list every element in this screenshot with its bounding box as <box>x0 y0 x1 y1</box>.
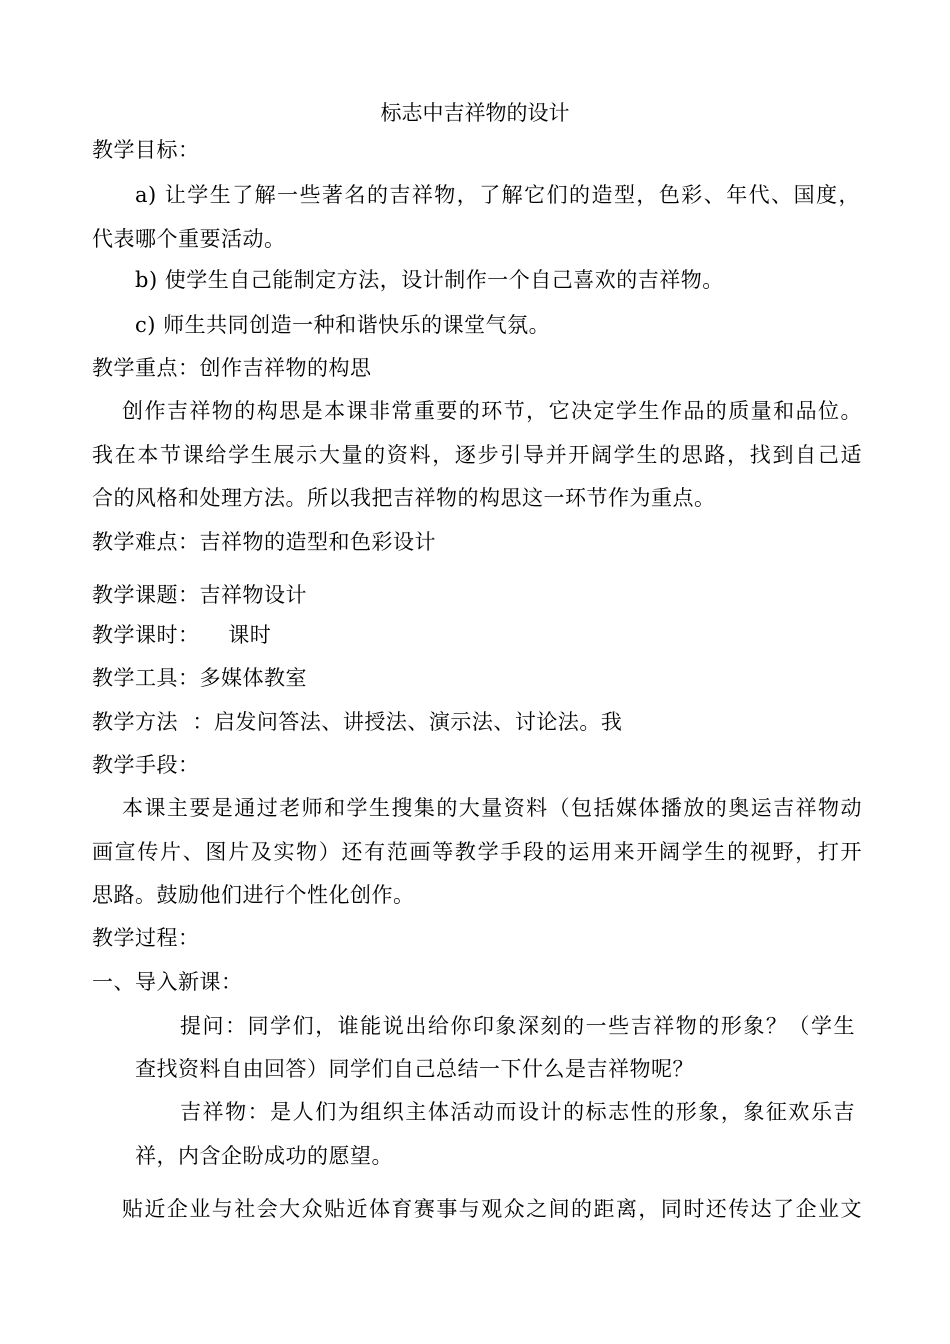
objective-a-line-1: a) 让学生了解一些著名的吉祥物，了解它们的造型，色彩、年代、国度， <box>135 183 860 207</box>
teaching-means-heading: 教学手段： <box>92 753 200 777</box>
objective-c: c) 师生共同创造一种和谐快乐的课堂气氛。 <box>135 313 551 337</box>
definition-line-2: 祥，内含企盼成功的愿望。 <box>135 1144 393 1168</box>
teaching-process-heading: 教学过程： <box>92 926 200 950</box>
key-point: 教学重点：创作吉祥物的构思 <box>92 356 372 380</box>
lesson-topic: 教学课题：吉祥物设计 <box>92 583 307 607</box>
objectives-heading: 教学目标： <box>92 138 200 162</box>
difficulty: 教学难点：吉祥物的造型和色彩设计 <box>92 530 436 554</box>
lesson-hours: 教学课时： 课时 <box>92 623 272 647</box>
closing-line-1: 贴近企业与社会大众贴近体育赛事与观众之间的距离，同时还传达了企业文 <box>122 1197 862 1221</box>
teaching-methods: 教学方法 ：启发问答法、讲授法、演示法、讨论法。我 <box>92 710 623 734</box>
objective-a-line-2: 代表哪个重要活动。 <box>92 227 286 251</box>
document-title: 标志中吉祥物的设计 <box>380 101 570 125</box>
intro-heading: 一、导入新课： <box>92 970 243 994</box>
objective-b: b) 使学生自己能制定方法，设计制作一个自己喜欢的吉祥物。 <box>135 268 724 292</box>
teaching-tools: 教学工具：多媒体教室 <box>92 666 307 690</box>
teaching-means-line-1: 本课主要是通过老师和学生搜集的大量资料（包括媒体播放的奥运吉祥物动 <box>122 796 862 820</box>
teaching-means-line-3: 思路。鼓励他们进行个性化创作。 <box>92 883 415 907</box>
key-paragraph-line-1: 创作吉祥物的构思是本课非常重要的环节，它决定学生作品的质量和品位。 <box>122 399 862 423</box>
key-paragraph-line-2: 我在本节课给学生展示大量的资料，逐步引导并开阔学生的思路，找到自己适 <box>92 443 862 467</box>
question-line-2: 查找资料自由回答）同学们自己总结一下什么是吉祥物呢？ <box>135 1057 694 1081</box>
definition-line-1: 吉祥物：是人们为组织主体活动而设计的标志性的形象，象征欢乐吉 <box>180 1100 855 1124</box>
teaching-means-line-2: 画宣传片、图片及实物）还有范画等教学手段的运用来开阔学生的视野，打开 <box>92 840 862 864</box>
question-line-1: 提问：同学们，谁能说出给你印象深刻的一些吉祥物的形象？（学生 <box>180 1014 855 1038</box>
key-paragraph-line-3: 合的风格和处理方法。所以我把吉祥物的构思这一环节作为重点。 <box>92 486 716 510</box>
